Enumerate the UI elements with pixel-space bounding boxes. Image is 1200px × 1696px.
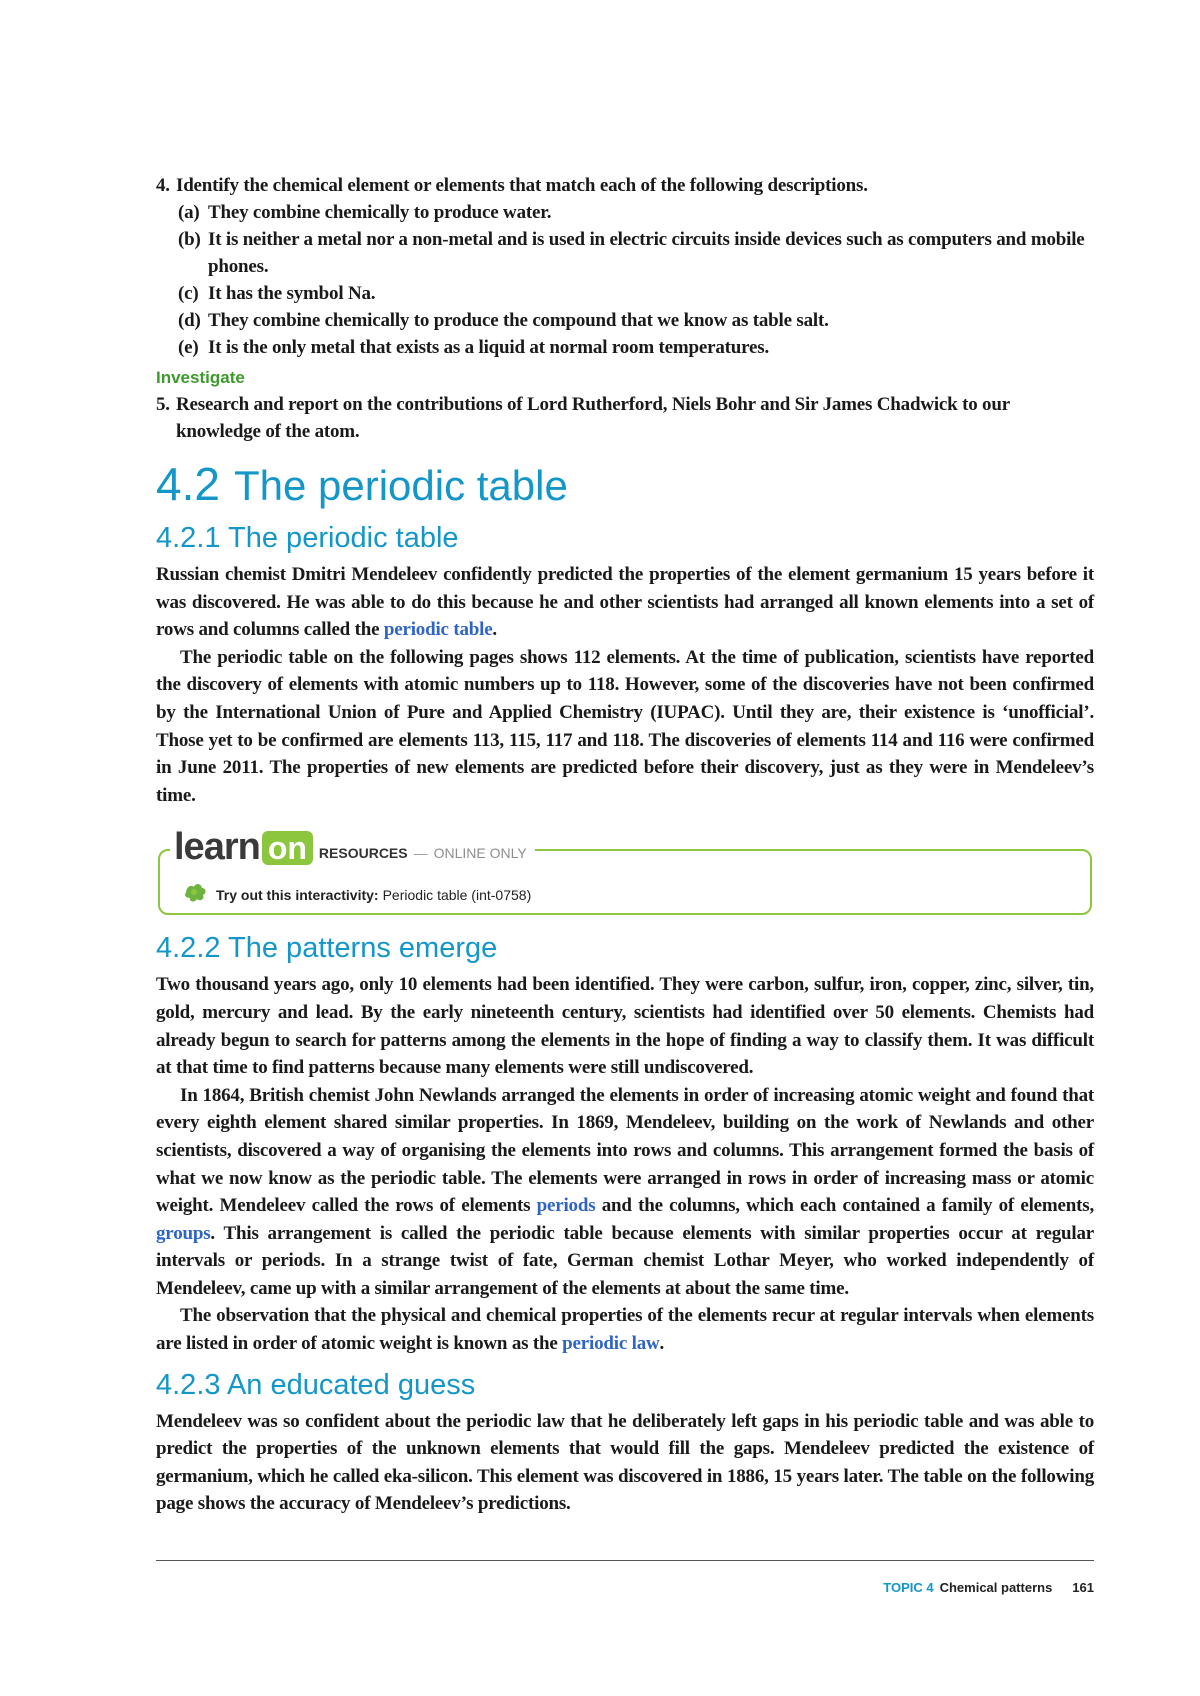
subsection-heading-4-2-1: 4.2.1 The periodic table: [156, 522, 459, 554]
subsection-heading-4-2-3: 4.2.3 An educated guess: [156, 1368, 476, 1401]
part-label: (a): [178, 202, 200, 223]
question-number: 4.: [156, 175, 170, 196]
keyword-link[interactable]: groups: [156, 1222, 211, 1244]
paragraph: [156, 1302, 1094, 1357]
footer-rule: [156, 1560, 1094, 1561]
resources-dash: —: [413, 845, 428, 862]
text-run: and the columns, which each contained a family of elements,: [595, 1195, 1095, 1217]
question-text: Identify the chemical element or elements that match each of the following descriptions.: [176, 175, 868, 196]
paragraph: [156, 1082, 1094, 1303]
text-run: .: [492, 619, 497, 641]
text-run: Russian chemist Dmitri Mendeleev confidently predicted the properties of the element germanium 15 years before it was discovered. He was able to do this because he and other scientists had arranged all known elements into a set of rows and columns called the: [156, 564, 1094, 641]
part-text: It is the only metal that exists as a liquid at normal room temperatures.: [208, 337, 769, 358]
keyword-link[interactable]: periodic table: [383, 619, 493, 641]
keyword-link[interactable]: periods: [536, 1195, 596, 1217]
part-text: It is neither a metal nor a non-metal and is used in electric circuits inside devices such as computers and mobile phones.: [208, 229, 1085, 277]
subsection-heading-4-2-2: 4.2.2 The patterns emerge: [156, 932, 498, 965]
part-text: They combine chemically to produce water.: [208, 202, 552, 223]
page-number: 161: [1072, 1580, 1094, 1595]
resources-label: [319, 845, 527, 861]
part-text: It has the symbol Na.: [208, 283, 376, 304]
part-label: (d): [178, 310, 201, 331]
question-4: [156, 172, 1094, 361]
paragraph: Two thousand years ago, only 10 elements had been identified. They were carbon, sulfur, iron, copper, zinc, silver, tin, gold, mercury and lead. By the early nineteenth century, scientists had identified over 50 elements. Chemists had already begun to search for patterns among the elements in the hope of finding a way to classify them. It was difficult at that time to find patterns because many elements were still undiscovered.: [156, 974, 1094, 1079]
question-text: Research and report on the contributions of Lord Rutherford, Niels Bohr and Sir James Chadwick to our knowledge of the atom.: [176, 394, 1010, 442]
page-footer: [883, 1580, 1094, 1595]
question-part: [178, 334, 1094, 361]
question-part: [178, 280, 1094, 307]
interactivity-icon: [182, 881, 208, 908]
question-part: [178, 307, 1094, 334]
part-label: (c): [178, 283, 199, 304]
keyword-link[interactable]: periodic law: [562, 1333, 660, 1355]
interactivity-link[interactable]: [182, 881, 531, 908]
paragraph: Mendeleev was so confident about the periodic law that he deliberately left gaps in his periodic table and was able to predict the properties of the unknown elements that would fill the gaps. Mendeleev predicted the existence of germanium, which he called eka-silicon. This element was discovered in 1886, 15 years later. The table on the following page shows the accuracy of Mendeleev’s predictions.: [156, 1410, 1094, 1515]
question-part: [178, 199, 1094, 226]
investigate-label: Investigate: [156, 368, 245, 387]
question-5: [156, 391, 1094, 445]
question-part: [178, 226, 1094, 280]
page-content: [156, 172, 1094, 1518]
text-run: The observation that the physical and chemical properties of the elements recur at regular intervals when elements are listed in order of atomic weight is known as the: [156, 1305, 1094, 1355]
text-run: In 1864, British chemist John Newlands arranged the elements in order of increasing atomic weight and found that every eighth element shared similar properties. In 1869, Mendeleev, building on the work of Newlands and other scientists, discovered a way of organising the elements into rows and columns. This arrangement formed the basis of what we now know as the periodic table. The elements were arranged in rows in order of increasing mass or atomic weight. Mendeleev called the rows of elements: [156, 1084, 1094, 1217]
footer-topic-name: Chemical patterns: [939, 1580, 1053, 1595]
question-number: 5.: [156, 394, 170, 415]
part-text: They combine chemically to produce the compound that we know as table salt.: [208, 310, 829, 331]
interactivity-label: Try out this interactivity:: [216, 886, 379, 903]
learnon-header: [170, 827, 535, 867]
part-label: (e): [178, 337, 199, 358]
resources-text: RESOURCES: [318, 845, 408, 862]
paragraph: The periodic table on the following pages shows 112 elements. At the time of publication, scientists have reported the discovery of elements with atomic numbers up to 118. However, some of the discoveries have not been confirmed by the International Union of Pure and Applied Chemistry (IUPAC). Until they are, their existence is ‘unofficial’. Those yet to be confirmed are elements 113, 115, 117 and 118. The discoveries of elements 114 and 116 were confirmed in June 2011. The properties of new elements are predicted before their discovery, just as they were in Mendeleev’s time.: [156, 646, 1094, 806]
online-only-text: ONLINE ONLY: [433, 845, 527, 862]
section-title: [156, 459, 1094, 511]
paragraph: [156, 561, 1094, 644]
footer-topic: TOPIC 4: [883, 1580, 934, 1595]
text-run: . This arrangement is called the periodic table because elements with similar properties occur at regular intervals or periods. In a strange twist of fate, German chemist Lothar Meyer, who worked independently of Mendeleev, came up with a similar arrangement of the elements at about the same time.: [156, 1222, 1094, 1299]
section-number: 4.2: [156, 458, 220, 510]
interactivity-description: Periodic table (int-0758): [382, 886, 532, 903]
learnon-resources-box: [156, 827, 1094, 915]
text-run: .: [659, 1333, 665, 1355]
part-label: (b): [178, 229, 201, 250]
section-title-text: The periodic table: [233, 462, 568, 509]
learnon-logo-learn: learn: [174, 826, 260, 869]
learnon-logo-on: on: [262, 831, 313, 865]
